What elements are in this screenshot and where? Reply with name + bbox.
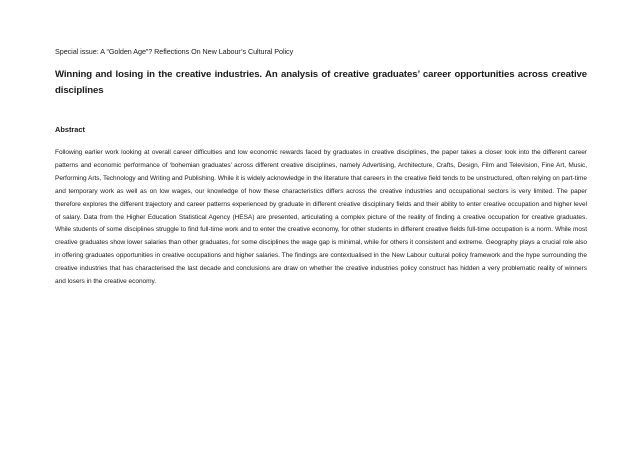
document-page <box>55 47 587 289</box>
paper-title: Winning and losing in the creative industries. An analysis of creative graduates’ career opportunities across creative disciplines <box>55 69 587 96</box>
abstract-heading: Abstract <box>55 125 85 134</box>
special-issue-line: Special issue: A “Golden Age”? Reflections On New Labour’s Cultural Policy <box>55 47 294 56</box>
abstract-text: Following earlier work looking at overall career difficulties and low economic rewards faced by graduates in creative disciplines, the paper takes a closer look into the different career patterns and economic performance of ‘bohemian graduates’ across different creative disciplines, namely Advertising, Architecture, Crafts, Design, Film and Television, Fine Art, Music, Performing Arts, Technology and Writing and Publishing. While it is widely acknowledge in the literature that careers in the creative field tends to be unstructured, often relying on part-time and temporary work as well as on low wages, our knowledge of how these characteristics differs across the creative industries and occupational sectors is very limited. The paper therefore explores the different trajectory and career patterns experienced by graduate in different creative disciplinary fields and their ability to enter creative occupation and higher level of salary. Data from the Higher Education Statistical Agency (HESA) are presented, articulating a complex picture of the reality of finding a creative occupation for creative graduates. While students of some disciplines struggle to find full-time work and to enter the creative economy, for other students in different creative fields full-time occupation is a norm. While most creative graduates show lower salaries than other graduates, for some disciplines the wage gap is minimal, while for others it consistent and extreme. Geography plays a crucial role also in offering graduates opportunities in creative occupations and higher salaries. The findings are contextualised in the New Labour cultural policy framework and the hype surrounding the creative industries that has characterised the last decade and conclusions are draw on whether the creative industries policy construct has hidden a very problematic reality of winners and losers in the creative economy. <box>55 149 587 286</box>
